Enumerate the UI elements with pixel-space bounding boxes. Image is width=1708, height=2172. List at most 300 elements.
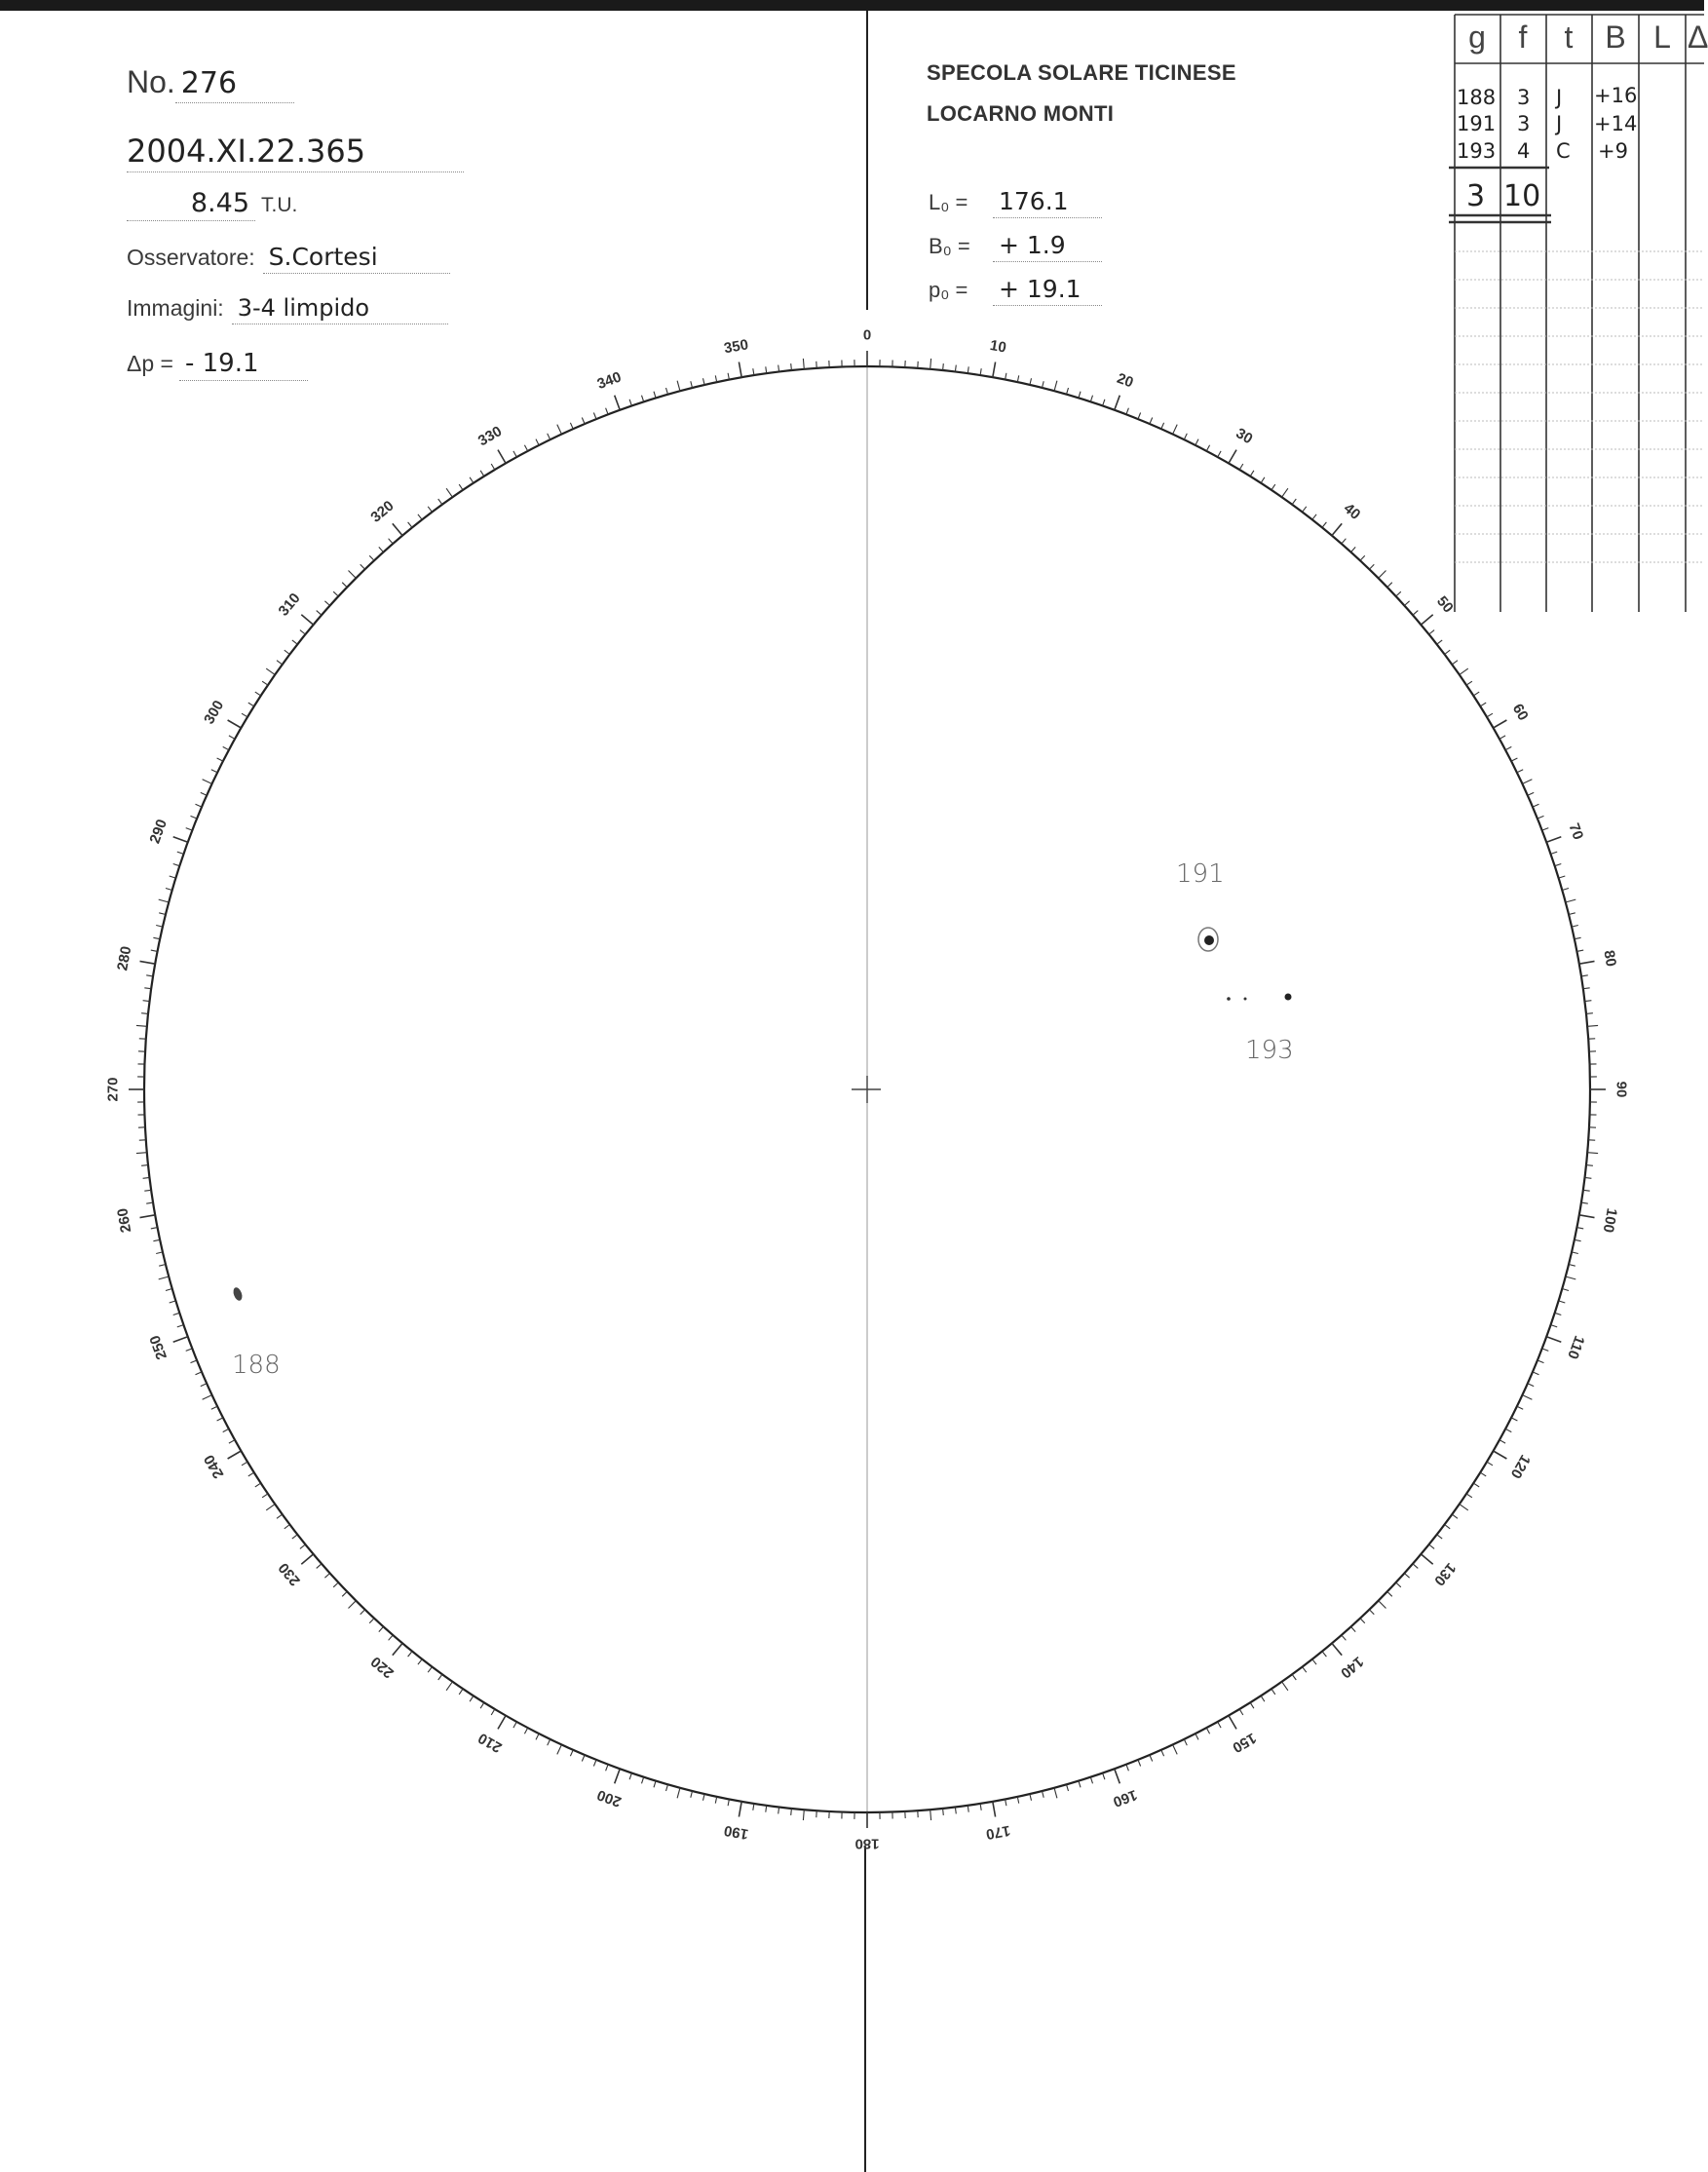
tick-196 (666, 1784, 668, 1791)
tick-100 (1579, 1215, 1595, 1218)
tick-67 (1533, 804, 1539, 807)
tick-9 (980, 368, 981, 375)
tick-346 (691, 381, 693, 388)
tick-254 (166, 1289, 172, 1291)
tick-5 (930, 359, 931, 369)
tick-290 (173, 837, 188, 843)
tick-155 (1173, 1745, 1178, 1755)
tick-234 (277, 1514, 283, 1518)
tick-239 (242, 1462, 247, 1466)
tick-80 (1579, 961, 1595, 964)
tick-label-170: 170 (984, 1821, 1012, 1843)
tick-54 (1452, 661, 1458, 665)
tick-278 (144, 988, 151, 989)
tick-222 (379, 1626, 384, 1631)
tick-105 (1566, 1277, 1576, 1279)
tick-99 (1581, 1202, 1588, 1203)
tick-22 (1138, 413, 1141, 420)
tick-189 (753, 1804, 754, 1810)
tick-label-250: 250 (146, 1333, 171, 1362)
tick-228 (324, 1574, 329, 1579)
tick-253 (170, 1301, 176, 1303)
tick-82 (1583, 988, 1590, 989)
tick-135 (1379, 1601, 1386, 1609)
tick-156 (1161, 1750, 1164, 1756)
tick-330 (498, 450, 506, 464)
tick-110 (1546, 1337, 1561, 1343)
tick-258 (153, 1239, 160, 1240)
tick-289 (177, 852, 184, 854)
tick-98 (1583, 1190, 1590, 1191)
tick-label-210: 210 (474, 1729, 506, 1756)
tick-label-340: 340 (594, 368, 624, 393)
tick-47 (1396, 591, 1401, 596)
tick-13 (1030, 378, 1032, 385)
tick-317 (369, 555, 374, 560)
tick-33 (1261, 477, 1265, 483)
tick-285 (159, 899, 170, 902)
tick-label-100: 100 (1599, 1206, 1620, 1235)
tick-199 (629, 1773, 631, 1780)
tick-324 (438, 499, 442, 505)
tick-29 (1218, 451, 1221, 457)
tick-250 (173, 1337, 188, 1343)
row-1-B: +16 (1594, 84, 1638, 107)
tick-206 (548, 1739, 550, 1745)
tick-243 (217, 1418, 223, 1421)
row-3-f: 4 (1517, 139, 1531, 163)
tick-296 (211, 770, 217, 773)
tick-143 (1303, 1667, 1307, 1673)
tick-351 (753, 368, 754, 375)
tick-148 (1250, 1702, 1254, 1708)
tick-154 (1184, 1739, 1187, 1745)
tick-label-300: 300 (201, 697, 228, 728)
tick-159 (1126, 1765, 1129, 1772)
tick-134 (1387, 1591, 1392, 1596)
tick-153 (1196, 1734, 1198, 1739)
tick-286 (166, 889, 172, 891)
tick-226 (342, 1591, 347, 1596)
tick-160 (1115, 1769, 1120, 1783)
tick-313 (333, 591, 338, 596)
tick-257 (156, 1252, 163, 1254)
tick-7 (955, 365, 956, 372)
tick-140 (1332, 1643, 1342, 1655)
tick-150 (1229, 1716, 1236, 1730)
tick-168 (1017, 1797, 1018, 1804)
tick-label-280: 280 (114, 944, 135, 972)
tick-51 (1429, 630, 1435, 634)
tick-240 (228, 1451, 242, 1459)
tick-350 (739, 362, 741, 378)
tick-38 (1312, 514, 1316, 520)
tick-57 (1473, 692, 1479, 696)
tick-108 (1555, 1313, 1562, 1315)
tick-68 (1537, 816, 1544, 819)
tick-230 (301, 1554, 313, 1564)
tick-284 (159, 913, 166, 915)
tick-32 (1250, 471, 1254, 476)
tick-label-60: 60 (1508, 701, 1532, 724)
tick-40 (1332, 523, 1342, 535)
tick-331 (513, 451, 516, 457)
tick-318 (379, 547, 384, 552)
tick-174 (943, 1809, 944, 1815)
tick-310 (301, 615, 313, 625)
tick-95 (1587, 1153, 1598, 1154)
tick-label-120: 120 (1506, 1451, 1534, 1482)
tick-116 (1517, 1406, 1523, 1409)
row-2-f: 3 (1517, 112, 1531, 135)
tick-323 (428, 507, 432, 513)
tick-200 (615, 1769, 621, 1783)
tick-203 (582, 1755, 585, 1762)
tick-53 (1445, 650, 1451, 654)
tick-45 (1379, 571, 1386, 579)
tick-302 (248, 703, 254, 706)
tick-124 (1466, 1494, 1472, 1498)
tick-96 (1586, 1165, 1593, 1166)
tick-label-200: 200 (594, 1786, 624, 1810)
tick-287 (170, 876, 176, 878)
tick-299 (229, 736, 235, 739)
tick-66 (1528, 792, 1534, 795)
tick-104 (1569, 1265, 1575, 1267)
tick-25 (1173, 425, 1178, 435)
tick-209 (513, 1722, 516, 1728)
row-3-B: +9 (1598, 139, 1628, 163)
tick-333 (536, 439, 539, 445)
param-L0-label: L₀ = (929, 190, 968, 214)
tick-301 (242, 713, 247, 717)
tick-339 (606, 408, 609, 415)
tick-label-80: 80 (1600, 948, 1620, 969)
tick-31 (1239, 464, 1243, 470)
tick-297 (217, 758, 223, 761)
tick-165 (1054, 1788, 1057, 1799)
tick-30 (1229, 450, 1236, 464)
row-2-g: 191 (1457, 112, 1497, 135)
tick-186 (791, 1809, 792, 1815)
tick-17 (1079, 392, 1081, 399)
tick-111 (1542, 1349, 1549, 1352)
tick-129 (1429, 1544, 1435, 1548)
tick-213 (470, 1696, 474, 1701)
institution-line-1: SPECOLA SOLARE TICINESE (927, 60, 1236, 85)
tick-201 (606, 1765, 609, 1772)
param-L0-value: 176.1 (993, 187, 1102, 218)
tick-12 (1017, 375, 1018, 382)
tick-16 (1067, 388, 1069, 395)
tick-263 (143, 1177, 150, 1178)
tick-335 (557, 425, 562, 435)
tick-252 (173, 1313, 180, 1315)
tick-198 (642, 1777, 644, 1784)
tick-label-10: 10 (988, 336, 1008, 357)
tick-20 (1115, 396, 1120, 410)
tick-49 (1413, 611, 1418, 616)
tick-342 (642, 396, 644, 402)
tick-223 (369, 1619, 374, 1623)
tick-128 (1437, 1535, 1443, 1539)
table-ruled-lines (1455, 251, 1704, 562)
tick-300 (228, 720, 242, 728)
tick-34 (1272, 484, 1275, 490)
tick-205 (557, 1745, 562, 1755)
tick-label-140: 140 (1337, 1653, 1367, 1682)
tick-63 (1511, 758, 1517, 761)
tick-217 (428, 1667, 432, 1673)
row-2-B: +14 (1594, 112, 1638, 135)
tick-264 (141, 1165, 148, 1166)
institution-line-2: LOCARNO MONTI (927, 101, 1115, 126)
tick-42 (1351, 547, 1356, 552)
tick-46 (1387, 583, 1392, 588)
table-header-B: B (1605, 19, 1626, 55)
tick-171 (980, 1804, 981, 1810)
tick-260 (140, 1215, 156, 1218)
images-label: Immagini: (127, 295, 224, 321)
tick-225 (349, 1601, 357, 1609)
param-p0-value: + 19.1 (993, 275, 1102, 306)
tick-label-150: 150 (1229, 1729, 1260, 1756)
tick-164 (1067, 1784, 1069, 1791)
tick-315 (349, 571, 357, 579)
tick-248 (191, 1360, 198, 1363)
tick-298 (223, 746, 229, 749)
tick-28 (1206, 445, 1209, 451)
tick-233 (285, 1525, 290, 1529)
tick-329 (491, 464, 495, 470)
tick-227 (333, 1582, 338, 1587)
sunspot-group-193 (1227, 994, 1291, 1001)
tick-338 (593, 413, 596, 420)
tick-64 (1517, 770, 1523, 773)
tick-77 (1572, 926, 1578, 928)
time-unit: T.U. (261, 194, 298, 216)
tick-170 (993, 1802, 996, 1817)
tick-24 (1161, 423, 1164, 429)
observer-label: Osservatore: (127, 245, 255, 270)
tick-126 (1452, 1514, 1458, 1518)
tick-37 (1303, 507, 1307, 513)
tick-344 (666, 388, 668, 395)
tick-label-110: 110 (1564, 1333, 1588, 1361)
tick-216 (438, 1674, 442, 1680)
tick-label-290: 290 (146, 817, 171, 846)
tick-74 (1562, 889, 1569, 891)
total-spots: 10 (1503, 179, 1541, 213)
row-1-t: J (1556, 86, 1563, 109)
delta-p-value: - 19.1 (179, 349, 308, 381)
tick-55 (1460, 668, 1468, 674)
group-label-193: 193 (1245, 1036, 1294, 1065)
tick-27 (1196, 439, 1198, 445)
tick-label-20: 20 (1114, 369, 1136, 392)
tick-69 (1542, 828, 1549, 831)
tick-6 (943, 363, 944, 370)
tick-58 (1480, 703, 1486, 706)
row-3-t: C (1556, 139, 1571, 163)
tick-262 (144, 1190, 151, 1191)
tick-133 (1396, 1582, 1401, 1587)
tick-328 (480, 471, 484, 476)
tick-65 (1523, 780, 1533, 784)
tick-345 (677, 381, 680, 392)
tick-245 (203, 1395, 212, 1400)
tick-115 (1523, 1395, 1533, 1400)
tick-241 (229, 1440, 235, 1443)
tick-291 (186, 828, 193, 831)
row-2-t: J (1556, 112, 1563, 135)
tick-144 (1292, 1674, 1296, 1680)
tick-label-190: 190 (722, 1821, 750, 1843)
tick-220 (393, 1643, 402, 1655)
tick-340 (615, 396, 621, 410)
tick-120 (1494, 1451, 1507, 1459)
tick-107 (1559, 1301, 1566, 1303)
tick-56 (1466, 681, 1472, 685)
tick-194 (691, 1791, 693, 1798)
tick-236 (262, 1494, 268, 1498)
tick-113 (1533, 1372, 1539, 1375)
tick-256 (159, 1265, 166, 1267)
images-value: 3-4 limpido (232, 294, 448, 324)
tick-70 (1546, 837, 1561, 843)
tick-101 (1576, 1228, 1583, 1229)
tick-label-270: 270 (104, 1077, 122, 1102)
tick-219 (408, 1652, 412, 1658)
tick-103 (1572, 1252, 1578, 1254)
tick-229 (317, 1564, 322, 1569)
tick-151 (1218, 1722, 1221, 1728)
tick-83 (1585, 1001, 1592, 1002)
tick-281 (151, 950, 158, 951)
tick-354 (791, 363, 792, 370)
tick-303 (255, 692, 261, 696)
tick-235 (266, 1505, 275, 1510)
tick-215 (446, 1682, 452, 1691)
tick-147 (1261, 1696, 1265, 1701)
tick-label-130: 130 (1430, 1559, 1460, 1589)
tick-50 (1421, 615, 1432, 625)
tick-187 (778, 1808, 779, 1814)
tick-320 (393, 523, 402, 535)
group-label-188: 188 (232, 1351, 281, 1380)
tick-167 (1030, 1794, 1032, 1801)
group-label-191: 191 (1176, 859, 1225, 889)
tick-190 (739, 1802, 741, 1817)
tick-312 (324, 601, 329, 606)
param-p0-label: p₀ = (929, 278, 968, 302)
tick-210 (498, 1716, 506, 1730)
tick-131 (1413, 1564, 1418, 1569)
tick-114 (1528, 1384, 1534, 1387)
table-header-L: L (1653, 19, 1671, 55)
tick-208 (524, 1728, 527, 1734)
tick-122 (1480, 1472, 1486, 1476)
tick-292 (191, 816, 198, 819)
tick-306 (277, 661, 283, 665)
tick-237 (255, 1483, 261, 1487)
tick-214 (459, 1689, 463, 1695)
tick-242 (223, 1429, 229, 1431)
tick-109 (1551, 1325, 1558, 1327)
tick-224 (361, 1610, 365, 1615)
tick-352 (766, 366, 767, 373)
tick-85 (1587, 1025, 1598, 1026)
tick-341 (629, 400, 631, 406)
tick-279 (146, 975, 153, 976)
tick-249 (186, 1349, 193, 1352)
tick-36 (1292, 499, 1296, 505)
tick-161 (1103, 1773, 1105, 1780)
tick-166 (1043, 1791, 1044, 1798)
tick-label-90: 90 (1613, 1081, 1630, 1098)
tick-322 (418, 514, 422, 520)
tick-244 (211, 1406, 217, 1409)
tick-255 (159, 1277, 170, 1279)
tick-76 (1569, 913, 1575, 915)
tick-117 (1511, 1418, 1517, 1421)
tick-343 (654, 392, 656, 399)
tick-136 (1369, 1610, 1374, 1615)
tick-61 (1499, 736, 1505, 739)
tick-314 (342, 583, 347, 588)
tick-295 (203, 780, 212, 784)
tick-label-320: 320 (367, 497, 398, 526)
tick-72 (1555, 864, 1562, 866)
tick-19 (1103, 400, 1105, 406)
tick-157 (1150, 1755, 1153, 1762)
number-label: No. (127, 64, 175, 99)
tick-label-160: 160 (1111, 1786, 1140, 1810)
sunspot-group-188 (232, 1286, 244, 1302)
tick-304 (262, 681, 268, 685)
tick-185 (803, 1810, 804, 1820)
tick-192 (715, 1797, 716, 1804)
tick-149 (1239, 1709, 1243, 1715)
tick-321 (408, 522, 412, 528)
tick-282 (153, 937, 160, 938)
observer-value: S.Cortesi (263, 243, 450, 274)
tick-232 (292, 1535, 298, 1539)
param-B0-value: + 1.9 (993, 231, 1102, 262)
tick-141 (1322, 1652, 1326, 1658)
tick-197 (654, 1781, 656, 1788)
tick-163 (1079, 1781, 1081, 1788)
tick-138 (1351, 1626, 1356, 1631)
tick-348 (715, 375, 716, 382)
tick-label-230: 230 (275, 1559, 304, 1589)
table-header-g: g (1468, 19, 1486, 55)
tick-158 (1138, 1760, 1141, 1767)
tick-137 (1360, 1619, 1365, 1623)
tick-173 (955, 1808, 956, 1814)
tick-337 (582, 418, 585, 425)
tick-52 (1437, 640, 1443, 644)
tick-102 (1575, 1239, 1581, 1240)
tick-275 (136, 1025, 147, 1026)
tick-251 (177, 1325, 184, 1327)
tick-347 (703, 378, 705, 385)
tick-21 (1126, 408, 1129, 415)
tick-326 (459, 484, 463, 490)
tick-123 (1473, 1483, 1479, 1487)
tick-label-220: 220 (367, 1653, 398, 1682)
time-value: 8.45 (127, 188, 255, 221)
